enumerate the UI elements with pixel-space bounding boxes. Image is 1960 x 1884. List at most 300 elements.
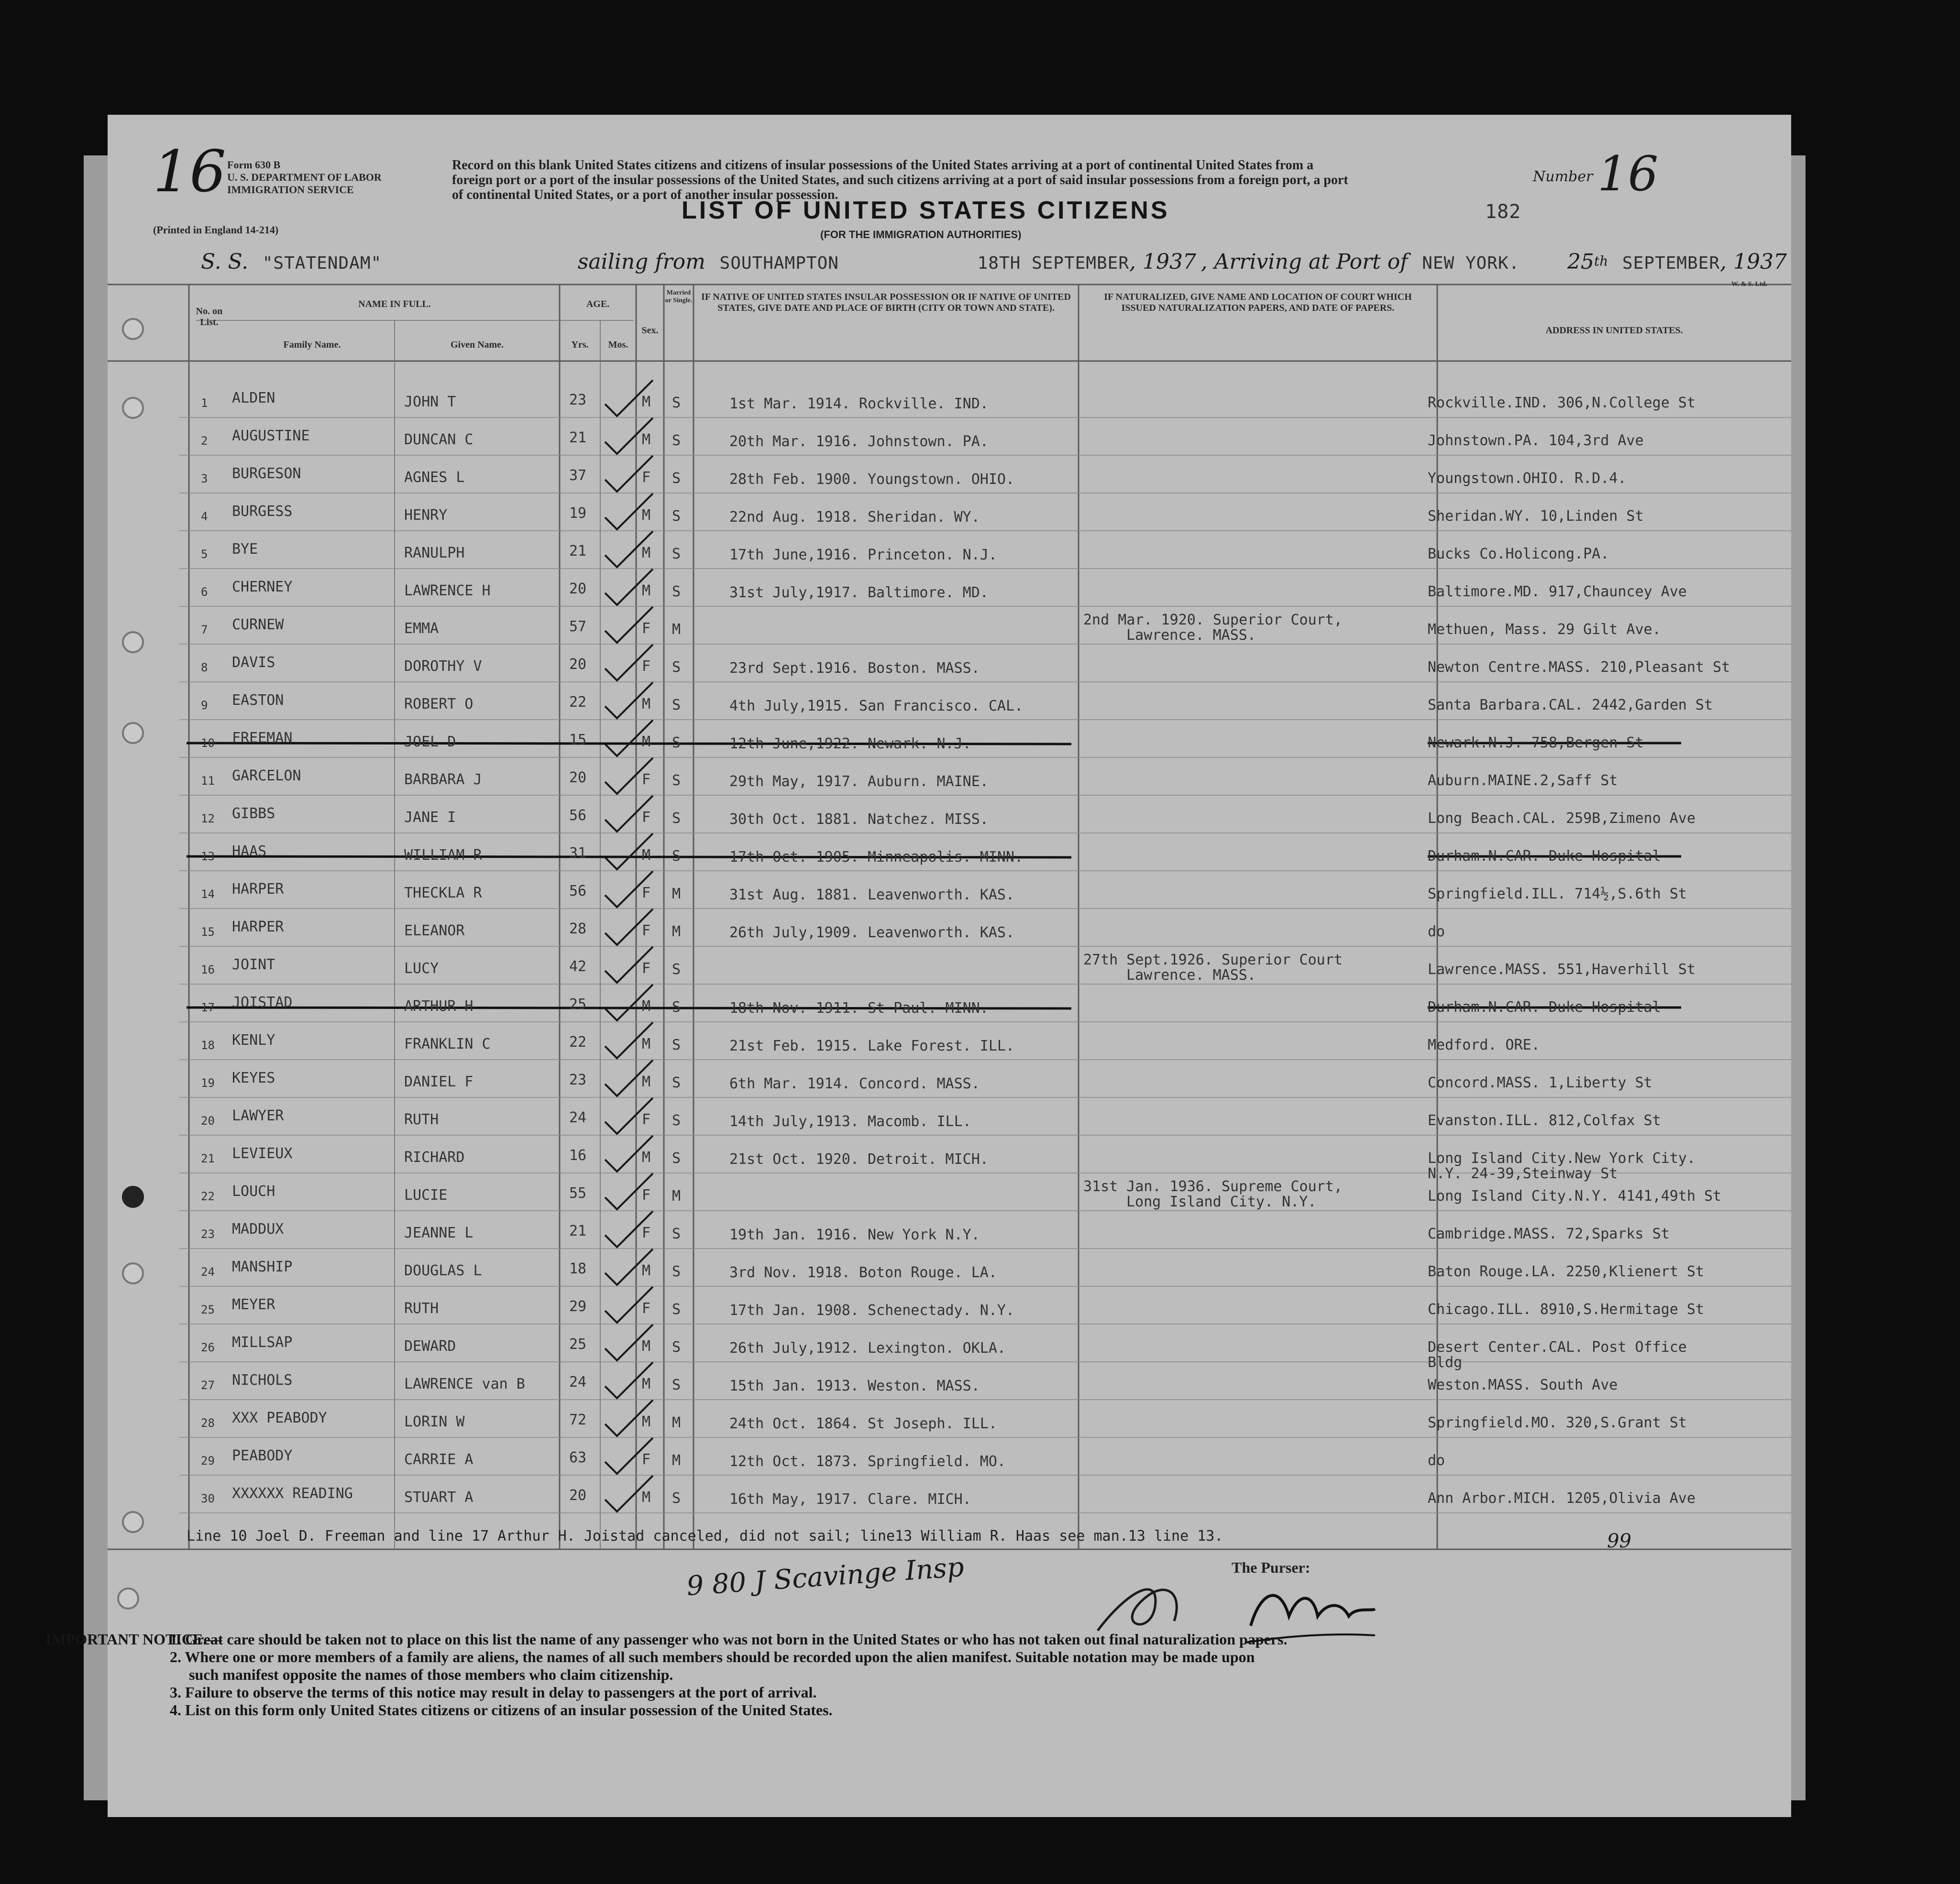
marital-status: S (672, 1074, 681, 1091)
age-years: 42 (569, 958, 587, 975)
us-address: Long Island City.New York City. (1428, 1150, 1696, 1167)
given-name: LORIN W (404, 1413, 465, 1430)
family-name: PEABODY (232, 1447, 293, 1464)
age-years: 20 (569, 769, 587, 786)
marital-status: S (672, 546, 681, 562)
ship-name: "STATENDAM" (262, 253, 382, 273)
row-number: 27 (201, 1379, 215, 1392)
given-name: JANE I (404, 809, 456, 826)
given-name: THECKLA R (404, 885, 482, 901)
record-line-2: foreign port or a port of the insular possessions of the United States, and such citizens arriving at a port of said insular possessions from a foreign port, a port (452, 173, 1348, 187)
col-header-age: AGE. (586, 299, 610, 309)
col-header-naturalized: IF NATURALIZED, GIVE NAME AND LOCATION OF COURT WHICH ISSUED NATURALIZATION PAPERS, AND DATE OF PAPERS. (1104, 292, 1412, 313)
birth-date-place: 28th Feb. 1900. Youngstown. OHIO. (729, 471, 1015, 488)
age-years: 25 (569, 1336, 587, 1353)
marital-status: S (672, 1301, 681, 1318)
birth-date-place: 26th July,1912. Lexington. OKLA. (729, 1340, 1006, 1357)
age-years: 19 (569, 505, 587, 522)
given-name: DANIEL F (404, 1073, 473, 1090)
given-name: LUCIE (404, 1187, 448, 1204)
marital-status: S (672, 470, 681, 487)
sailing-label: sailing from (577, 250, 705, 274)
departure-year: 37 (1169, 250, 1196, 274)
age-years: 25 (569, 996, 587, 1013)
sex: M (642, 394, 651, 410)
notice-item: 2. Where one or more members of a family are aliens, the names of all such members should be recorded upon the alien manifest. Suitable notation may be made upon (170, 1648, 1255, 1665)
birth-date-place: 17th Jan. 1908. Schenectady. N.Y. (729, 1302, 1015, 1319)
row-number: 7 (201, 623, 208, 636)
given-name: JOEL D (404, 734, 456, 750)
family-name: BURGESON (232, 465, 301, 482)
marital-status: S (672, 659, 681, 676)
age-years: 57 (569, 618, 587, 635)
number-label: Number (1533, 168, 1593, 185)
sex: F (642, 960, 651, 977)
given-name: WILLIAM R (404, 847, 482, 864)
marital-status: S (672, 810, 681, 827)
row-number: 13 (201, 850, 215, 863)
family-name: FREEMAN (232, 730, 293, 746)
row-number: 14 (201, 887, 215, 901)
naturalization-info: 31st Jan. 1936. Supreme Court, (1083, 1178, 1343, 1195)
binder-hole (122, 631, 144, 653)
sex: M (642, 545, 651, 561)
list-number: 16 (1597, 146, 1659, 202)
marital-status: S (672, 1377, 681, 1393)
year2-prefix: , 19 (1720, 250, 1760, 274)
marital-status: S (672, 1112, 681, 1129)
marital-status: M (672, 1414, 681, 1431)
family-name: KENLY (232, 1032, 275, 1049)
us-address: Springfield.ILL. 714½,S.6th St (1428, 886, 1687, 902)
row-number: 15 (201, 925, 215, 939)
row-number: 8 (201, 661, 208, 674)
row-number: 12 (201, 812, 215, 825)
naturalization-location: Lawrence. MASS. (1126, 627, 1256, 644)
given-name: CARRIE A (404, 1451, 473, 1468)
age-years: 72 (569, 1412, 587, 1428)
family-name: KEYES (232, 1070, 275, 1086)
col-header-name: NAME IN FULL. (358, 299, 431, 309)
birth-date-place: 1st Mar. 1914. Rockville. IND. (729, 395, 989, 412)
sex: F (642, 1225, 651, 1241)
sex: M (642, 734, 651, 750)
row-number: 21 (201, 1152, 215, 1165)
service-name: IMMIGRATION SERVICE (227, 184, 354, 196)
birth-date-place: 17th Oct. 1905. Minneapolis. MINN. (729, 849, 1024, 865)
birth-date-place: 19th Jan. 1916. New York N.Y. (729, 1227, 980, 1243)
birth-date-place: 14th July,1913. Macomb. ILL. (729, 1113, 971, 1130)
manifest-sheet (45, 115, 1791, 1817)
row-number: 5 (201, 548, 208, 561)
age-years: 23 (569, 1072, 587, 1088)
notice-list (170, 1631, 1287, 1719)
sex: F (642, 922, 651, 939)
us-address: Medford. ORE. (1428, 1037, 1540, 1053)
arriving-label: , Arriving at Port of (1200, 250, 1408, 274)
naturalization-location: Long Island City. N.Y. (1126, 1194, 1317, 1210)
row-number: 30 (201, 1492, 215, 1505)
row-number: 22 (201, 1190, 215, 1203)
given-name: STUART A (404, 1489, 473, 1506)
family-name: NICHOLS (232, 1372, 293, 1389)
printed-note: (Printed in England 14-214) (153, 224, 279, 236)
given-name: RUTH (404, 1300, 439, 1317)
family-name: MADDUX (232, 1221, 284, 1238)
age-years: 21 (569, 543, 587, 559)
birth-date-place: 22nd Aug. 1918. Sheridan. WY. (729, 509, 980, 526)
age-years: 20 (569, 581, 587, 597)
given-name: ELEANOR (404, 922, 465, 939)
naturalization-info: 27th Sept.1926. Superior Court (1083, 952, 1343, 968)
given-name: AGNES L (404, 469, 465, 486)
sex: F (642, 1300, 651, 1317)
age-years: 63 (569, 1449, 587, 1466)
birth-date-place: 20th Mar. 1916. Johnstown. PA. (729, 433, 989, 450)
department-name: U. S. DEPARTMENT OF LABOR (227, 171, 382, 183)
us-address: Cambridge.MASS. 72,Sparks St (1428, 1226, 1670, 1242)
printer-mark: W. & S. Ltd. (1731, 281, 1767, 288)
family-name: JOISTAD (232, 994, 293, 1011)
family-name: LAWYER (232, 1107, 284, 1124)
page-subtitle: (FOR THE IMMIGRATION AUTHORITIES) (820, 229, 1022, 241)
row-number: 1 (201, 396, 208, 410)
family-name: MANSHIP (232, 1259, 293, 1275)
age-years: 37 (569, 467, 587, 484)
age-years: 16 (569, 1147, 587, 1164)
marital-status: M (672, 1188, 681, 1205)
sex: F (642, 1187, 651, 1204)
family-name: XXXXXX READING (232, 1485, 353, 1502)
family-name: MEYER (232, 1296, 275, 1313)
family-name: XXX PEABODY (232, 1410, 327, 1426)
birth-date-place: 24th Oct. 1864. St Joseph. ILL. (729, 1415, 997, 1432)
page-title: LIST OF UNITED STATES CITIZENS (682, 197, 1170, 224)
given-name: HENRY (404, 507, 448, 524)
sex: M (642, 582, 651, 599)
age-years: 22 (569, 694, 587, 711)
binder-hole (117, 1588, 139, 1610)
us-address: Concord.MASS. 1,Liberty St (1428, 1074, 1652, 1091)
birth-date-place: 3rd Nov. 1918. Boton Rouge. LA. (729, 1264, 997, 1281)
row-number: 25 (201, 1303, 215, 1316)
marital-status: S (672, 961, 681, 978)
marital-status: S (672, 394, 681, 411)
given-name: FRANKLIN C (404, 1036, 491, 1052)
given-name: RANULPH (404, 545, 465, 561)
sex: F (642, 469, 651, 486)
birth-date-place: 29th May, 1917. Auburn. MAINE. (729, 773, 989, 790)
col-header-yrs: Yrs. (571, 340, 589, 350)
sex: F (642, 771, 651, 788)
birth-date-place: 17th June,1916. Princeton. N.J. (729, 547, 997, 563)
arrival-year: 37 (1760, 250, 1787, 274)
family-name: HAAS (232, 843, 267, 860)
age-years: 18 (569, 1260, 587, 1277)
birth-date-place: 6th Mar. 1914. Concord. MASS. (729, 1075, 980, 1092)
row-number: 9 (201, 699, 208, 712)
birth-date-place: 21st Feb. 1915. Lake Forest. ILL. (729, 1038, 1015, 1054)
family-name: BURGESS (232, 503, 293, 520)
us-address: Johnstown.PA. 104,3rd Ave (1428, 432, 1644, 449)
given-name: JEANNE L (404, 1225, 473, 1241)
marital-status: S (672, 1263, 681, 1280)
marital-status: S (672, 1150, 681, 1167)
col-header-no: No. on List. (196, 306, 223, 328)
marital-status: M (672, 1452, 681, 1469)
birth-date-place: 18th Nov. 1911. St Paul. MINN. (729, 1000, 989, 1017)
sex: M (642, 1262, 651, 1279)
age-years: 29 (569, 1298, 587, 1315)
notice-item: 4. List on this form only United States citizens or citizens of an insular possession of the United States. (170, 1701, 833, 1719)
port-of-arrival: NEW YORK. (1422, 253, 1520, 273)
given-name: JOHN T (404, 394, 456, 410)
purser-label: The Purser: (1232, 1559, 1310, 1576)
us-address: Santa Barbara.CAL. 2442,Garden St (1428, 697, 1713, 713)
page-total: 99 (1607, 1530, 1631, 1552)
us-address: Methuen, Mass. 29 Gilt Ave. (1428, 621, 1661, 638)
age-years: 22 (569, 1034, 587, 1051)
us-address: Newton Centre.MASS. 210,Pleasant St (1428, 659, 1730, 676)
sex: F (642, 1451, 651, 1468)
family-name: JOINT (232, 956, 275, 973)
birth-date-place: 31st Aug. 1881. Leavenworth. KAS. (729, 887, 1015, 903)
age-years: 55 (569, 1185, 587, 1202)
sex: M (642, 847, 651, 864)
inspector-signature: 9 80 J Scavinge Insp (685, 1551, 965, 1602)
us-address: Desert Center.CAL. Post Office (1428, 1339, 1687, 1356)
sex: M (642, 1376, 651, 1392)
us-address: Baltimore.MD. 917,Chauncey Ave (1428, 583, 1687, 600)
sex: F (642, 809, 651, 826)
us-address: Newark.N.J. 758,Bergen St (1428, 734, 1644, 751)
given-name: ARTHUR H (404, 998, 473, 1015)
row-number: 4 (201, 510, 208, 523)
row-number: 18 (201, 1039, 215, 1052)
year1-prefix: , 19 (1129, 250, 1169, 274)
age-years: 21 (569, 1223, 587, 1239)
row-number: 20 (201, 1114, 215, 1128)
naturalization-location: Lawrence. MASS. (1126, 967, 1256, 984)
marital-status: M (672, 923, 681, 940)
notice-item: 3. Failure to observe the terms of this notice may result in delay to passengers at the port of arrival. (170, 1684, 817, 1701)
col-header-mos: Mos. (608, 340, 628, 350)
row-number: 16 (201, 963, 215, 976)
notice-item: such manifest opposite the names of those members who claim citizenship. (189, 1666, 673, 1683)
family-name: HARPER (232, 919, 284, 935)
cancellation-note: Line 10 Joel D. Freeman and line 17 Arthur H. Joistad canceled, did not sail; line13 William R. Haas see man.13 line 13. (187, 1528, 1223, 1544)
marital-status: S (672, 999, 681, 1016)
col-header-given: Given Name. (450, 340, 504, 350)
arrival-day: 25 (1567, 250, 1594, 274)
us-address: Auburn.MAINE.2,Saff St (1428, 772, 1618, 789)
marital-status: S (672, 583, 681, 600)
given-name: LAWRENCE H (404, 582, 491, 599)
marital-status: S (672, 734, 681, 751)
sheet-number: 182 (1485, 201, 1521, 223)
birth-date-place: 12th June,1922. Newark. N.J. (729, 735, 971, 752)
notice-title: IMPORTANT NOTICE.— (45, 1631, 222, 1648)
birth-date-place: 21st Oct. 1920. Detroit. MICH. (729, 1151, 989, 1168)
family-name: AUGUSTINE (232, 427, 310, 444)
marital-status: S (672, 1339, 681, 1356)
us-address: Long Beach.CAL. 259B,Zimeno Ave (1428, 810, 1696, 827)
marital-status: S (672, 1490, 681, 1507)
row-number: 23 (201, 1227, 215, 1241)
sex: M (642, 696, 651, 712)
age-years: 23 (569, 392, 587, 408)
marital-status: S (672, 1226, 681, 1242)
given-name: LUCY (404, 960, 439, 977)
col-header-address: ADDRESS IN UNITED STATES. (1545, 325, 1683, 336)
age-years: 56 (569, 807, 587, 824)
form-number: Form 630 B (227, 159, 281, 171)
birth-date-place: 30th Oct. 1881. Natchez. MISS. (729, 811, 989, 828)
sex: F (642, 620, 651, 637)
family-name: HARPER (232, 881, 284, 898)
marital-status: S (672, 697, 681, 713)
family-name: DAVIS (232, 654, 275, 671)
given-name: LAWRENCE van B (404, 1376, 525, 1392)
marital-status: S (672, 848, 681, 865)
us-address: Chicago.ILL. 8910,S.Hermitage St (1428, 1301, 1704, 1318)
col-header-birth: IF NATIVE OF UNITED STATES INSULAR POSSESSION OR IF NATIVE OF UNITED STATES, GIVE DATE AND PLACE OF BIRTH (CITY OR TOWN AND STATE). (701, 292, 1071, 313)
row-number: 11 (201, 774, 215, 788)
us-address: Lawrence.MASS. 551,Haverhill St (1428, 961, 1696, 978)
birth-date-place: 26th July,1909. Leavenworth. KAS. (729, 924, 1015, 941)
sex: F (642, 1111, 651, 1128)
family-name: ALDEN (232, 390, 275, 406)
age-years: 21 (569, 429, 587, 446)
marital-status: M (672, 621, 681, 638)
family-name: GIBBS (232, 805, 275, 822)
us-address: Durham.N.CAR. Duke Hospital (1428, 848, 1661, 865)
marital-status: S (672, 508, 681, 525)
row-number: 26 (201, 1341, 215, 1354)
age-years: 31 (569, 845, 587, 862)
sex: M (642, 1073, 651, 1090)
col-header-family: Family Name. (283, 340, 341, 350)
age-years: 28 (569, 920, 587, 937)
us-address: Evanston.ILL. 812,Colfax St (1428, 1112, 1661, 1129)
age-years: 15 (569, 732, 587, 748)
row-number: 29 (201, 1454, 215, 1468)
family-name: CHERNEY (232, 579, 293, 595)
marital-status: S (672, 772, 681, 789)
sex: M (642, 1149, 651, 1166)
us-address: do (1428, 923, 1445, 940)
age-years: 20 (569, 656, 587, 673)
family-name: LOUCH (232, 1183, 275, 1200)
us-address: Weston.MASS. South Ave (1428, 1377, 1618, 1393)
given-name: RICHARD (404, 1149, 465, 1166)
birth-date-place: 4th July,1915. San Francisco. CAL. (729, 698, 1024, 714)
us-address-cont: N.Y. 24-39,Steinway St (1428, 1165, 1618, 1182)
row-number: 3 (201, 472, 208, 485)
arrival-month: SEPTEMBER (1622, 253, 1720, 273)
handwritten-page-number: 16 (153, 139, 226, 205)
age-years: 56 (569, 883, 587, 899)
family-name: CURNEW (232, 616, 284, 633)
us-address-cont: Bldg (1428, 1354, 1463, 1371)
birth-date-place: 15th Jan. 1913. Weston. MASS. (729, 1378, 980, 1394)
given-name: EMMA (404, 620, 439, 637)
family-name: MILLSAP (232, 1334, 293, 1351)
sex: F (642, 658, 651, 675)
form-id-block (227, 159, 382, 196)
family-name: EASTON (232, 692, 284, 709)
port-of-departure: SOUTHAMPTON (719, 253, 839, 273)
us-address: Youngstown.OHIO. R.D.4. (1428, 470, 1627, 487)
us-address: Ann Arbor.MICH. 1205,Olivia Ave (1428, 1490, 1696, 1507)
binder-hole (122, 1511, 144, 1533)
naturalization-info: 2nd Mar. 1920. Superior Court, (1083, 612, 1343, 628)
row-number: 10 (201, 736, 215, 750)
family-name: GARCELON (232, 767, 301, 784)
ss-label: S. S. (201, 250, 249, 274)
sex: M (642, 1413, 651, 1430)
marital-status: S (672, 432, 681, 449)
age-years: 20 (569, 1487, 587, 1504)
birth-date-place: 12th Oct. 1873. Springfield. MO. (729, 1453, 1006, 1470)
given-name: DOROTHY V (404, 658, 482, 675)
given-name: DEWARD (404, 1338, 456, 1355)
given-name: RUTH (404, 1111, 439, 1128)
binder-hole (122, 318, 144, 340)
birth-date-place: 23rd Sept.1916. Boston. MASS. (729, 660, 980, 677)
sex: M (642, 507, 651, 524)
record-line-1: Record on this blank United States citizens and citizens of insular possessions of the United States arriving at a port of continental United States from a (452, 158, 1314, 173)
binder-hole (122, 722, 144, 744)
us-address: Rockville.IND. 306,N.College St (1428, 394, 1696, 411)
given-name: ROBERT O (404, 696, 473, 712)
binder-hole (122, 1186, 144, 1208)
marital-status: M (672, 886, 681, 902)
sex: M (642, 1338, 651, 1355)
family-name: BYE (232, 541, 258, 558)
us-address: Baton Rouge.LA. 2250,Klienert St (1428, 1263, 1704, 1280)
birth-date-place: 16th May, 1917. Clare. MICH. (729, 1491, 971, 1508)
row-number: 19 (201, 1076, 215, 1090)
col-header-sex: Sex. (641, 325, 659, 336)
us-address: Durham.N.CAR. Duke Hospital (1428, 999, 1661, 1016)
departure-date: 18TH SEPTEMBER (977, 253, 1130, 273)
us-address: Long Island City.N.Y. 4141,49th St (1428, 1188, 1722, 1205)
arrival-day-suffix: th (1594, 253, 1608, 269)
notice-item: 1. Great care should be taken not to place on this list the name of any passenger who was not born in the United States or who has not taken out final naturalization papers. (170, 1631, 1288, 1648)
sex: M (642, 1489, 651, 1506)
sex: M (642, 998, 651, 1015)
given-name: BARBARA J (404, 771, 482, 788)
record-line-3: of continental United States, or a port of another insular possession. (452, 187, 838, 202)
row-number: 28 (201, 1416, 215, 1430)
binder-hole (122, 397, 144, 419)
us-address: Sheridan.WY. 10,Linden St (1428, 508, 1644, 525)
sex: M (642, 431, 651, 448)
marital-status: S (672, 1037, 681, 1053)
family-name: LEVIEUX (232, 1145, 293, 1162)
age-years: 24 (569, 1109, 587, 1126)
age-years: 24 (569, 1374, 587, 1391)
voyage-line (201, 250, 1787, 274)
given-name: DUNCAN C (404, 431, 473, 448)
binder-hole (122, 1262, 144, 1284)
us-address: Springfield.MO. 320,S.Grant St (1428, 1414, 1687, 1431)
col-header-married: Married or Single. (665, 289, 693, 304)
row-number: 17 (201, 1001, 215, 1014)
birth-date-place: 31st July,1917. Baltimore. MD. (729, 584, 989, 601)
row-number: 24 (201, 1265, 215, 1279)
